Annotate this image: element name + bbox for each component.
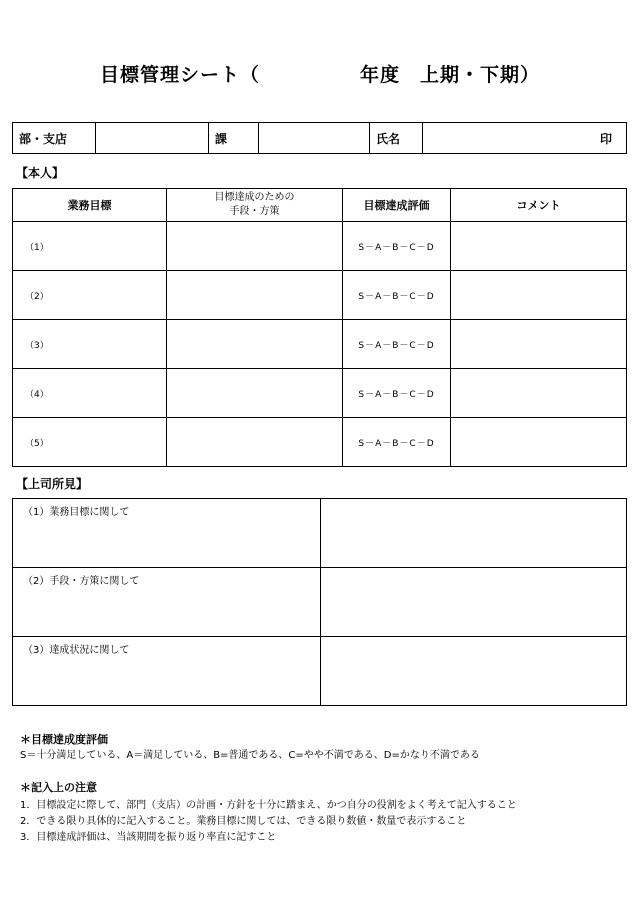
- comment-cell[interactable]: [451, 418, 627, 467]
- goal-row: [13, 369, 627, 418]
- goal-row: [13, 222, 627, 271]
- supervisor-question[interactable]: （1）業務目標に関して: [13, 499, 321, 568]
- comment-cell[interactable]: [451, 320, 627, 369]
- eval-cell[interactable]: S－A－B－C－D: [343, 369, 451, 418]
- goal-row: [13, 320, 627, 369]
- supervisor-row: [13, 637, 627, 706]
- goal-cell[interactable]: （2）: [13, 271, 167, 320]
- comment-cell[interactable]: [451, 222, 627, 271]
- eval-header: 目標達成評価: [343, 189, 451, 222]
- supervisor-comment-field[interactable]: [321, 637, 627, 706]
- means-cell[interactable]: [167, 369, 343, 418]
- goals-table: [12, 188, 627, 467]
- goal-row: [13, 418, 627, 467]
- entry-notes-heading: ＊記入上の注意: [20, 781, 97, 794]
- page-title: 目標管理シート（ 年度 上期・下期）: [99, 64, 540, 86]
- means-cell[interactable]: [167, 320, 343, 369]
- eval-cell[interactable]: S－A－B－C－D: [343, 271, 451, 320]
- supervisor-section-heading: 【上司所見】: [16, 477, 89, 491]
- comment-header: コメント: [451, 189, 627, 222]
- dept-label: 部・支店: [13, 123, 96, 154]
- means-header-line1: 目標達成のための: [214, 192, 295, 203]
- eval-notes-text: S＝十分満足している、A＝満足している、B=普通である、C=やや不満である、D=かなり不満である: [20, 750, 480, 761]
- means-cell[interactable]: [167, 418, 343, 467]
- self-section-heading: 【本人】: [16, 166, 65, 180]
- supervisor-question[interactable]: （2）手段・方策に関して: [13, 568, 321, 637]
- supervisor-table: [12, 498, 627, 706]
- section-label: 課: [209, 123, 259, 154]
- section-field[interactable]: [259, 123, 370, 154]
- dept-field[interactable]: [96, 123, 209, 154]
- goal-cell[interactable]: （1）: [13, 222, 167, 271]
- name-label: 氏名: [370, 123, 423, 154]
- supervisor-comment-field[interactable]: [321, 499, 627, 568]
- seal-mark: 印: [599, 131, 612, 146]
- goal-cell[interactable]: （3）: [13, 320, 167, 369]
- entry-note-item: 3．目標達成評価は、当該期間を振り返り率直に記すこと: [20, 832, 277, 843]
- entry-note-item: 2．できる限り具体的に記入すること。業務目標に関しては、できる限り数値・数量で表示すること: [20, 816, 467, 827]
- goal-cell[interactable]: （5）: [13, 418, 167, 467]
- eval-notes-heading: ＊目標達成度評価: [20, 733, 108, 746]
- comment-cell[interactable]: [451, 271, 627, 320]
- comment-cell[interactable]: [451, 369, 627, 418]
- means-header: [167, 189, 343, 222]
- name-field[interactable]: [423, 123, 627, 154]
- eval-cell[interactable]: S－A－B－C－D: [343, 222, 451, 271]
- entry-note-item: 1．目標設定に際して、部門（支店）の計画・方針を十分に踏まえ、かつ自分の役割をよく考えて記入すること: [20, 800, 517, 811]
- means-cell[interactable]: [167, 271, 343, 320]
- goals-header-row: [13, 189, 627, 222]
- goal-row: [13, 271, 627, 320]
- supervisor-comment-field[interactable]: [321, 568, 627, 637]
- goal-header: 業務目標: [13, 189, 167, 222]
- eval-cell[interactable]: S－A－B－C－D: [343, 320, 451, 369]
- supervisor-question[interactable]: （3）達成状況に関して: [13, 637, 321, 706]
- goal-cell[interactable]: （4）: [13, 369, 167, 418]
- means-cell[interactable]: [167, 222, 343, 271]
- supervisor-row: [13, 568, 627, 637]
- supervisor-row: [13, 499, 627, 568]
- employee-info-table: [12, 122, 627, 154]
- means-header-line2: 手段・方策: [229, 206, 280, 217]
- eval-cell[interactable]: S－A－B－C－D: [343, 418, 451, 467]
